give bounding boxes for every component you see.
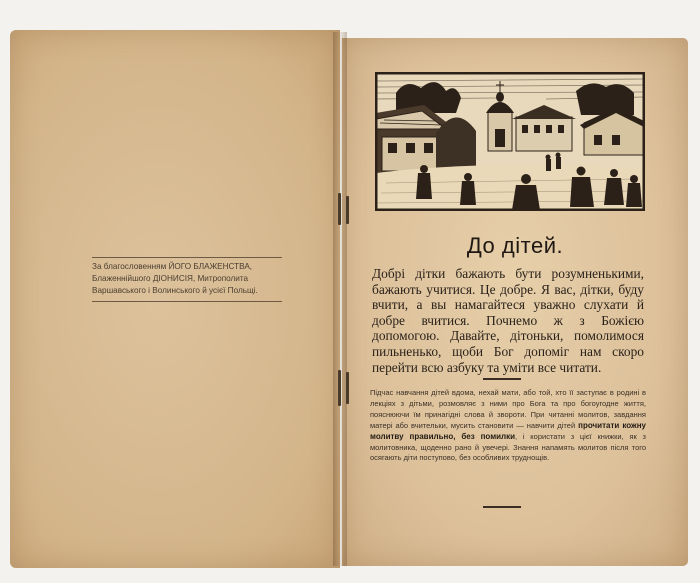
parents-note xyxy=(370,388,646,464)
bottom-rule xyxy=(483,506,521,508)
staple-top xyxy=(338,193,341,225)
blessing-line-1: За благословенням ЙОГО БЛАЖЕНСТВА, xyxy=(92,262,253,271)
notes-text-1: Підчас навчання дітей вдома, нехай мати, або той, хто її заступає в родині в лекціях з дітьми, розмовляє з ними про Бога та про богоугодне життя, пояснюючи їм принагідні слова й звороти. При читанні молитов, завдання матері або вчительки, мусить становити — навчити дітей xyxy=(370,388,646,430)
notes-bold: прочитати кожну молитву правильно, без помилки xyxy=(370,420,646,441)
main-paragraph: Добрі дітки бажають бути розумненькими, бажають учитися. Це добре. Я вас, дітки, буду вчити, а вы намагайтеся уважно слухати й добре вчитися. Почнемо ж з Божією допомогою. Давайте, дітоньки, помолимося пильненько, щоби Бог допоміг нам скоро перейти всю азбуку та уміти все читати. xyxy=(372,266,644,375)
staple-bottom-2 xyxy=(346,372,349,404)
blessing-line-2: Блаженнійшого ДІОНИСІЯ, Митрополита xyxy=(92,274,249,283)
blessing-text xyxy=(92,257,282,302)
village-illustration xyxy=(375,72,645,211)
book-gutter xyxy=(333,32,347,566)
staple-bottom xyxy=(338,370,341,406)
blessing-line-3: Варшавського і Волинського й усієї Польщі. xyxy=(92,286,258,295)
staple-top-2 xyxy=(346,196,349,224)
page-title: До дітей. xyxy=(466,233,564,258)
separator-rule xyxy=(483,378,521,380)
notes-text-2: , і користати з цієї книжки, як з молитовника, щоденно рано й увечері. Знання напамять молитов після того осягають діти поступово, без особливих труднощів. xyxy=(370,431,646,463)
